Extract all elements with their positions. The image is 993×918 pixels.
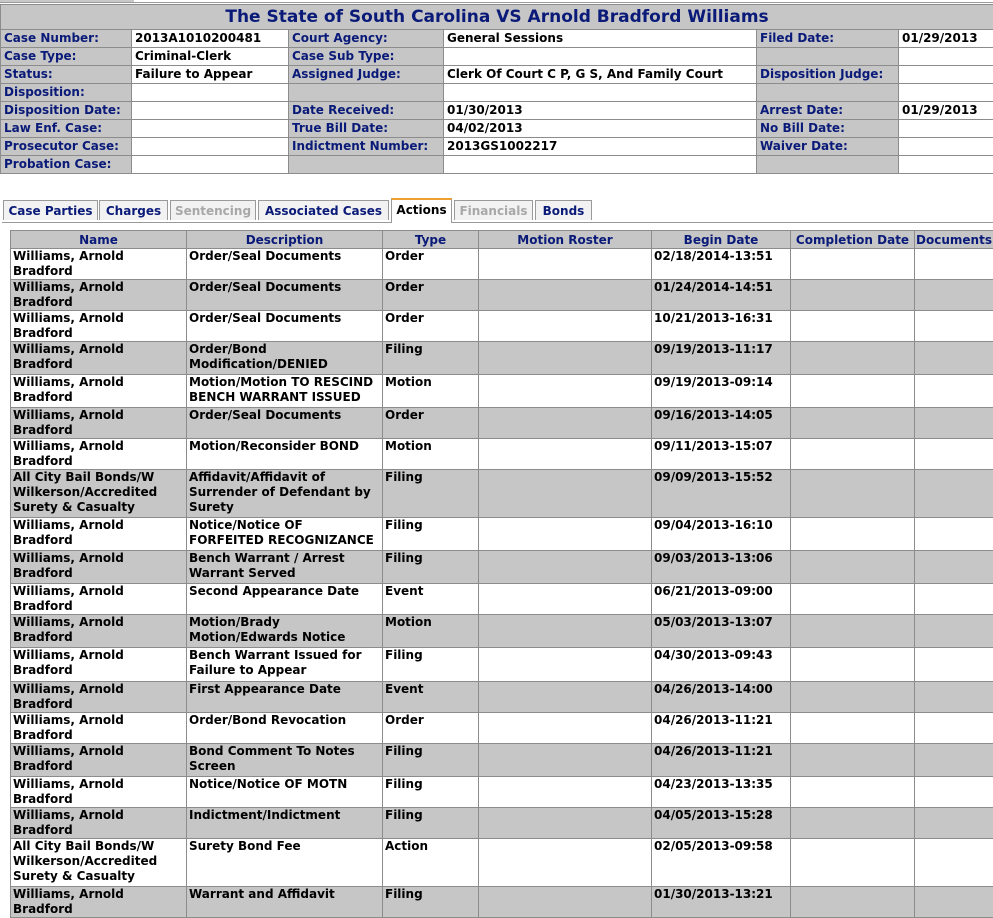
type-cell: Filing xyxy=(383,648,479,682)
case-field-value: Clerk Of Court C P, G S, And Family Court xyxy=(444,66,757,84)
begin-date-cell: 01/30/2013-13:21 xyxy=(652,887,791,918)
description-cell: Warrant and Affidavit xyxy=(187,887,383,918)
actions-table xyxy=(10,230,993,918)
motion-roster-cell xyxy=(479,713,652,744)
description-cell: Notice/Notice OF FORFEITED RECOGNIZANCE xyxy=(187,518,383,551)
completion-date-cell xyxy=(791,470,915,518)
case-row xyxy=(1,84,993,102)
motion-roster-cell xyxy=(479,584,652,615)
case-field-label: Date Received: xyxy=(289,102,444,120)
case-field-label: Disposition Date: xyxy=(1,102,132,120)
case-field-label: Filed Date: xyxy=(757,30,899,48)
motion-roster-cell xyxy=(479,342,652,375)
type-cell: Filing xyxy=(383,808,479,839)
table-row[interactable] xyxy=(11,713,993,744)
description-cell: Second Appearance Date xyxy=(187,584,383,615)
motion-roster-cell xyxy=(479,470,652,518)
type-cell: Filing xyxy=(383,744,479,777)
type-cell: Order xyxy=(383,713,479,744)
motion-roster-cell xyxy=(479,439,652,470)
case-field-value xyxy=(444,156,757,174)
begin-date-cell: 04/05/2013-15:28 xyxy=(652,808,791,839)
documents-cell xyxy=(915,375,993,408)
begin-date-cell: 09/03/2013-13:06 xyxy=(652,551,791,584)
documents-cell xyxy=(915,408,993,439)
description-cell: Order/Seal Documents xyxy=(187,311,383,342)
completion-date-cell xyxy=(791,808,915,839)
motion-roster-cell xyxy=(479,518,652,551)
completion-date-cell xyxy=(791,777,915,808)
begin-date-cell: 09/11/2013-15:07 xyxy=(652,439,791,470)
case-field-value xyxy=(132,84,289,102)
case-field-label: Waiver Date: xyxy=(757,138,899,156)
type-cell: Filing xyxy=(383,470,479,518)
type-cell: Filing xyxy=(383,551,479,584)
name-cell: Williams, Arnold Bradford xyxy=(11,615,187,648)
type-cell: Motion xyxy=(383,375,479,408)
table-row[interactable] xyxy=(11,839,993,887)
description-cell: Indictment/Indictment xyxy=(187,808,383,839)
table-row[interactable] xyxy=(11,615,993,648)
description-cell: First Appearance Date xyxy=(187,682,383,713)
tab-sentencing: Sentencing xyxy=(170,200,256,220)
completion-date-cell xyxy=(791,280,915,311)
tab-financials: Financials xyxy=(454,200,533,220)
completion-date-cell xyxy=(791,713,915,744)
motion-roster-cell xyxy=(479,808,652,839)
documents-cell xyxy=(915,249,993,280)
table-row[interactable] xyxy=(11,342,993,375)
table-row[interactable] xyxy=(11,249,993,280)
name-cell: All City Bail Bonds/W Wilkerson/Accredited Surety & Casualty xyxy=(11,470,187,518)
begin-date-cell: 01/24/2014-14:51 xyxy=(652,280,791,311)
case-field-label: Indictment Number: xyxy=(289,138,444,156)
documents-cell xyxy=(915,280,993,311)
completion-date-cell xyxy=(791,375,915,408)
table-row[interactable] xyxy=(11,744,993,777)
begin-date-cell: 10/21/2013-16:31 xyxy=(652,311,791,342)
completion-date-cell xyxy=(791,249,915,280)
case-field-label xyxy=(289,156,444,174)
description-cell: Order/Seal Documents xyxy=(187,280,383,311)
type-cell: Event xyxy=(383,584,479,615)
completion-date-cell xyxy=(791,615,915,648)
case-field-value: 01/29/2013 xyxy=(899,30,993,48)
begin-date-cell: 04/30/2013-09:43 xyxy=(652,648,791,682)
type-cell: Filing xyxy=(383,777,479,808)
type-cell: Event xyxy=(383,682,479,713)
case-field-value: 01/29/2013 xyxy=(899,102,993,120)
case-field-value xyxy=(444,48,757,66)
documents-cell xyxy=(915,518,993,551)
documents-cell xyxy=(915,584,993,615)
documents-cell xyxy=(915,682,993,713)
table-row[interactable] xyxy=(11,808,993,839)
tab-actions[interactable]: Actions xyxy=(391,198,452,223)
type-cell: Motion xyxy=(383,615,479,648)
case-field-label: Case Sub Type: xyxy=(289,48,444,66)
motion-roster-cell xyxy=(479,375,652,408)
name-cell: Williams, Arnold Bradford xyxy=(11,342,187,375)
column-header-motion-roster[interactable]: Motion Roster xyxy=(479,231,652,249)
description-cell: Order/Bond Revocation xyxy=(187,713,383,744)
case-field-label xyxy=(757,156,899,174)
completion-date-cell xyxy=(791,584,915,615)
description-cell: Motion/Brady Motion/Edwards Notice xyxy=(187,615,383,648)
table-row[interactable] xyxy=(11,682,993,713)
completion-date-cell xyxy=(791,648,915,682)
description-cell: Order/Seal Documents xyxy=(187,408,383,439)
motion-roster-cell xyxy=(479,777,652,808)
documents-cell xyxy=(915,551,993,584)
case-summary-table xyxy=(0,4,993,174)
completion-date-cell xyxy=(791,839,915,887)
begin-date-cell: 05/03/2013-13:07 xyxy=(652,615,791,648)
case-field-label: Prosecutor Case: xyxy=(1,138,132,156)
motion-roster-cell xyxy=(479,839,652,887)
motion-roster-cell xyxy=(479,311,652,342)
case-field-label xyxy=(757,84,899,102)
case-field-value xyxy=(132,156,289,174)
completion-date-cell xyxy=(791,342,915,375)
table-row[interactable] xyxy=(11,518,993,551)
case-field-value: 01/30/2013 xyxy=(444,102,757,120)
documents-cell xyxy=(915,839,993,887)
tab-charges[interactable]: Charges xyxy=(99,200,168,220)
case-field-label: Case Type: xyxy=(1,48,132,66)
completion-date-cell xyxy=(791,551,915,584)
case-field-label: Status: xyxy=(1,66,132,84)
table-row[interactable] xyxy=(11,311,993,342)
name-cell: Williams, Arnold Bradford xyxy=(11,280,187,311)
documents-cell xyxy=(915,439,993,470)
description-cell: Affidavit/Affidavit of Surrender of Defendant by Surety xyxy=(187,470,383,518)
case-row xyxy=(1,102,993,120)
name-cell: Williams, Arnold Bradford xyxy=(11,744,187,777)
tab-bar xyxy=(2,198,993,223)
description-cell: Order/Seal Documents xyxy=(187,249,383,280)
case-field-value: General Sessions xyxy=(444,30,757,48)
name-cell: Williams, Arnold Bradford xyxy=(11,375,187,408)
name-cell: Williams, Arnold Bradford xyxy=(11,249,187,280)
table-row[interactable] xyxy=(11,777,993,808)
documents-cell xyxy=(915,808,993,839)
case-field-label: Court Agency: xyxy=(289,30,444,48)
documents-cell xyxy=(915,470,993,518)
motion-roster-cell xyxy=(479,682,652,713)
case-field-label: Assigned Judge: xyxy=(289,66,444,84)
completion-date-cell xyxy=(791,439,915,470)
case-field-value xyxy=(899,84,993,102)
documents-cell xyxy=(915,311,993,342)
motion-roster-cell xyxy=(479,280,652,311)
completion-date-cell xyxy=(791,682,915,713)
tab-associated-cases[interactable]: Associated Cases xyxy=(258,200,389,220)
case-field-value xyxy=(132,120,289,138)
case-field-label xyxy=(757,48,899,66)
name-cell: Williams, Arnold Bradford xyxy=(11,808,187,839)
case-field-label: Disposition: xyxy=(1,84,132,102)
name-cell: Williams, Arnold Bradford xyxy=(11,311,187,342)
description-cell: Motion/Motion TO RESCIND BENCH WARRANT ISSUED xyxy=(187,375,383,408)
description-cell: Bond Comment To Notes Screen xyxy=(187,744,383,777)
type-cell: Order xyxy=(383,311,479,342)
documents-cell xyxy=(915,342,993,375)
description-cell: Order/Bond Modification/DENIED xyxy=(187,342,383,375)
case-row xyxy=(1,48,993,66)
table-row[interactable] xyxy=(11,280,993,311)
name-cell: Williams, Arnold Bradford xyxy=(11,648,187,682)
begin-date-cell: 09/19/2013-11:17 xyxy=(652,342,791,375)
completion-date-cell xyxy=(791,408,915,439)
documents-cell xyxy=(915,713,993,744)
description-cell: Motion/Reconsider BOND xyxy=(187,439,383,470)
name-cell: Williams, Arnold Bradford xyxy=(11,713,187,744)
table-row[interactable] xyxy=(11,648,993,682)
name-cell: Williams, Arnold Bradford xyxy=(11,408,187,439)
name-cell: Williams, Arnold Bradford xyxy=(11,887,187,918)
case-field-value xyxy=(899,120,993,138)
case-row xyxy=(1,120,993,138)
documents-cell xyxy=(915,615,993,648)
motion-roster-cell xyxy=(479,408,652,439)
type-cell: Motion xyxy=(383,439,479,470)
begin-date-cell: 04/26/2013-14:00 xyxy=(652,682,791,713)
case-field-value: Criminal-Clerk xyxy=(132,48,289,66)
type-cell: Filing xyxy=(383,518,479,551)
case-field-label: No Bill Date: xyxy=(757,120,899,138)
name-cell: Williams, Arnold Bradford xyxy=(11,518,187,551)
column-header-completion-date[interactable]: Completion Date xyxy=(791,231,915,249)
case-row xyxy=(1,138,993,156)
motion-roster-cell xyxy=(479,648,652,682)
begin-date-cell: 02/05/2013-09:58 xyxy=(652,839,791,887)
case-field-label: Case Number: xyxy=(1,30,132,48)
case-field-value xyxy=(899,66,993,84)
motion-roster-cell xyxy=(479,249,652,280)
case-row xyxy=(1,156,993,174)
column-header-documents[interactable]: Documents xyxy=(915,231,993,249)
name-cell: Williams, Arnold Bradford xyxy=(11,584,187,615)
case-field-label: Arrest Date: xyxy=(757,102,899,120)
case-field-value xyxy=(899,48,993,66)
documents-cell xyxy=(915,777,993,808)
case-field-value: Failure to Appear xyxy=(132,66,289,84)
column-header-description[interactable]: Description xyxy=(187,231,383,249)
table-row[interactable] xyxy=(11,375,993,408)
case-field-value xyxy=(444,84,757,102)
begin-date-cell: 06/21/2013-09:00 xyxy=(652,584,791,615)
case-field-value xyxy=(132,102,289,120)
type-cell: Order xyxy=(383,249,479,280)
name-cell: Williams, Arnold Bradford xyxy=(11,777,187,808)
case-row xyxy=(1,66,993,84)
tab-case-parties[interactable]: Case Parties xyxy=(3,200,98,220)
table-row[interactable] xyxy=(11,470,993,518)
case-field-value: 2013A1010200481 xyxy=(132,30,289,48)
case-field-label: Disposition Judge: xyxy=(757,66,899,84)
case-field-label: Law Enf. Case: xyxy=(1,120,132,138)
description-cell: Bench Warrant Issued for Failure to Appear xyxy=(187,648,383,682)
actions-header-row xyxy=(11,231,993,249)
documents-cell xyxy=(915,648,993,682)
case-field-value xyxy=(132,138,289,156)
case-title: The State of South Carolina VS Arnold Bradford Williams xyxy=(1,5,993,30)
case-row xyxy=(1,30,993,48)
case-field-value xyxy=(899,156,993,174)
completion-date-cell xyxy=(791,311,915,342)
motion-roster-cell xyxy=(479,551,652,584)
begin-date-cell: 09/04/2013-16:10 xyxy=(652,518,791,551)
begin-date-cell: 09/16/2013-14:05 xyxy=(652,408,791,439)
documents-cell xyxy=(915,887,993,918)
case-field-label: Probation Case: xyxy=(1,156,132,174)
type-cell: Filing xyxy=(383,342,479,375)
motion-roster-cell xyxy=(479,887,652,918)
name-cell: All City Bail Bonds/W Wilkerson/Accredited Surety & Casualty xyxy=(11,839,187,887)
name-cell: Williams, Arnold Bradford xyxy=(11,682,187,713)
type-cell: Order xyxy=(383,280,479,311)
description-cell: Notice/Notice OF MOTN xyxy=(187,777,383,808)
description-cell: Bench Warrant / Arrest Warrant Served xyxy=(187,551,383,584)
name-cell: Williams, Arnold Bradford xyxy=(11,551,187,584)
type-cell: Order xyxy=(383,408,479,439)
case-field-value: 04/02/2013 xyxy=(444,120,757,138)
column-header-begin-date[interactable]: Begin Date xyxy=(652,231,791,249)
begin-date-cell: 09/09/2013-15:52 xyxy=(652,470,791,518)
completion-date-cell xyxy=(791,887,915,918)
completion-date-cell xyxy=(791,744,915,777)
begin-date-cell: 04/26/2013-11:21 xyxy=(652,713,791,744)
motion-roster-cell xyxy=(479,615,652,648)
motion-roster-cell xyxy=(479,744,652,777)
begin-date-cell: 02/18/2014-13:51 xyxy=(652,249,791,280)
top-divider xyxy=(0,2,993,3)
table-row[interactable] xyxy=(11,887,993,918)
column-header-type[interactable]: Type xyxy=(383,231,479,249)
description-cell: Surety Bond Fee xyxy=(187,839,383,887)
begin-date-cell: 04/23/2013-13:35 xyxy=(652,777,791,808)
completion-date-cell xyxy=(791,518,915,551)
documents-cell xyxy=(915,744,993,777)
case-field-label xyxy=(289,84,444,102)
type-cell: Filing xyxy=(383,887,479,918)
begin-date-cell: 09/19/2013-09:14 xyxy=(652,375,791,408)
begin-date-cell: 04/26/2013-11:21 xyxy=(652,744,791,777)
tab-bonds[interactable]: Bonds xyxy=(535,200,592,220)
table-row[interactable] xyxy=(11,408,993,439)
name-cell: Williams, Arnold Bradford xyxy=(11,439,187,470)
table-row[interactable] xyxy=(11,439,993,470)
table-row[interactable] xyxy=(11,584,993,615)
case-field-label: True Bill Date: xyxy=(289,120,444,138)
case-field-value: 2013GS1002217 xyxy=(444,138,757,156)
type-cell: Action xyxy=(383,839,479,887)
case-field-value xyxy=(899,138,993,156)
column-header-name[interactable]: Name xyxy=(11,231,187,249)
table-row[interactable] xyxy=(11,551,993,584)
